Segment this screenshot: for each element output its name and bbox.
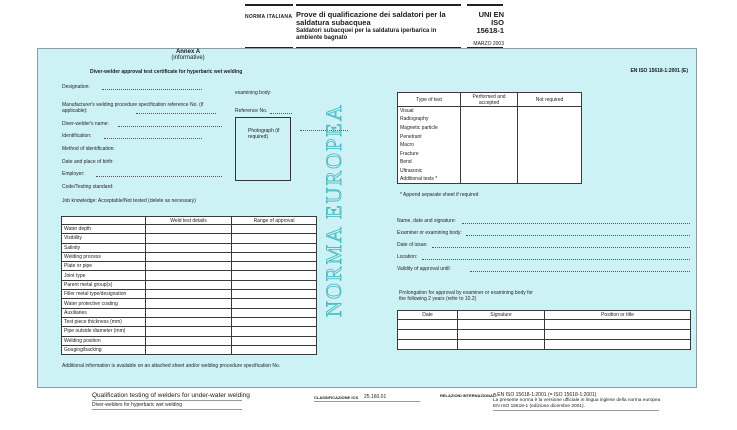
prolong-position-cell[interactable] <box>545 320 691 330</box>
test-row <box>398 107 582 116</box>
footer-title: Qualification testing of welders for under-water welding <box>92 392 250 399</box>
prolongation-row <box>398 320 691 330</box>
test-type-label: Penetrant <box>398 132 461 141</box>
weld-test-cell[interactable] <box>146 271 232 280</box>
field-method-identification: Method of identification: <box>62 146 115 152</box>
range-approval-cell[interactable] <box>232 336 317 345</box>
details-row-label: Parent metal group(s) <box>62 280 146 289</box>
weld-test-cell[interactable] <box>146 243 232 252</box>
details-row <box>62 308 317 317</box>
test-not-required-cell[interactable] <box>518 132 582 141</box>
details-header-test: Weld test details <box>146 217 232 225</box>
details-row <box>62 299 317 308</box>
test-not-required-cell[interactable] <box>518 107 582 116</box>
date-issue-input[interactable] <box>432 242 690 248</box>
wps-reference-input[interactable] <box>136 108 216 114</box>
test-performed-cell[interactable] <box>461 167 518 176</box>
test-type-label: Ultrasonic <box>398 167 461 176</box>
details-row <box>62 262 317 271</box>
details-row <box>62 290 317 299</box>
prolong-position-cell[interactable] <box>545 340 691 350</box>
prolong-date-cell[interactable] <box>398 340 458 350</box>
classification-value: 25.160.01 <box>364 394 387 400</box>
details-row-label: Joint type <box>62 271 146 280</box>
weld-test-cell[interactable] <box>146 327 232 336</box>
test-performed-cell[interactable] <box>461 124 518 133</box>
norma-europea-stamp: NORMA EUROPEA <box>321 103 346 317</box>
relations-line2: La presente norma è la versione ufficiale in lingua inglese della norma europea EN ISO 15618-1 (edizione dicembre 2001). <box>493 398 661 409</box>
prolong-date-cell[interactable] <box>398 330 458 340</box>
test-not-required-cell[interactable] <box>518 141 582 150</box>
field-name-date-signature: Name, date and signature: <box>397 218 456 224</box>
relations-rule <box>493 410 659 411</box>
footer-title-rule <box>92 400 242 401</box>
test-type-label: Macro <box>398 141 461 150</box>
field-date-place-birth: Date and place of birth: <box>62 159 114 165</box>
prolongation-note: Prolongation for approval by examiner or examining body for the following 2 years (refer to 10.2) <box>399 290 533 302</box>
test-type-table <box>397 92 582 184</box>
details-row <box>62 345 317 354</box>
relations-label: RELAZIONI INTERNAZIONALI <box>440 393 497 398</box>
field-date-issue: Date of issue: <box>397 242 428 248</box>
field-wps-reference: Manufacturer's welding procedure specification reference No. (if applicable): <box>62 102 204 114</box>
details-row <box>62 252 317 261</box>
details-row <box>62 336 317 345</box>
page-subtitle: Saldatori subacquei per la saldatura iperbarica in ambiente bagnato <box>296 28 437 41</box>
details-row <box>62 317 317 326</box>
details-row-label: Water protective coating <box>62 299 146 308</box>
identification-input[interactable] <box>104 133 202 139</box>
test-type-label: Radiography <box>398 115 461 124</box>
test-header-not-required: Not required <box>518 93 582 107</box>
details-row-label: Welding position <box>62 336 146 345</box>
test-header-type: Type of test <box>398 93 461 107</box>
header-top-rule <box>296 4 461 6</box>
range-approval-cell[interactable] <box>232 262 317 271</box>
footer-subtitle-rule <box>92 409 242 410</box>
welder-name-input[interactable] <box>118 121 222 127</box>
range-approval-cell[interactable] <box>232 317 317 326</box>
test-performed-cell[interactable] <box>461 107 518 116</box>
examiner-body-input[interactable] <box>466 230 690 236</box>
test-row <box>398 124 582 133</box>
annex-note: (informative) <box>171 55 205 61</box>
test-row <box>398 141 582 150</box>
test-not-required-cell[interactable] <box>518 167 582 176</box>
field-location: Location: <box>397 254 418 260</box>
weld-test-cell[interactable] <box>146 262 232 271</box>
classification-rule <box>314 401 420 402</box>
employer-input[interactable] <box>96 171 222 177</box>
relations-line1: = EN ISO 15618-1:2001 (= ISO 15618-1:2001) <box>493 392 597 398</box>
certificate-form <box>37 48 697 388</box>
test-performed-cell[interactable] <box>461 149 518 158</box>
range-approval-cell[interactable] <box>232 299 317 308</box>
details-row <box>62 234 317 243</box>
prolongation-row <box>398 340 691 350</box>
test-not-required-cell[interactable] <box>518 115 582 124</box>
details-header-range: Range of approval <box>232 217 317 225</box>
weld-test-cell[interactable] <box>146 336 232 345</box>
prolong-signature-cell[interactable] <box>458 330 545 340</box>
range-approval-cell[interactable] <box>232 308 317 317</box>
weld-details-table <box>61 216 317 355</box>
standard-code: UNI EN ISO 15618-1 <box>476 10 504 35</box>
test-row <box>398 115 582 124</box>
test-row <box>398 167 582 176</box>
weld-test-cell[interactable] <box>146 345 232 354</box>
validity-input[interactable] <box>470 266 690 272</box>
test-row <box>398 175 582 184</box>
prolong-header-date: Date <box>398 311 458 320</box>
range-approval-cell[interactable] <box>232 252 317 261</box>
designation-input[interactable] <box>102 84 202 90</box>
test-performed-cell[interactable] <box>461 141 518 150</box>
details-row-label: Plate or pipe <box>62 262 146 271</box>
prolong-date-cell[interactable] <box>398 320 458 330</box>
field-validity: Validity of approval until: <box>397 266 451 272</box>
field-identification: Identification: <box>62 133 92 139</box>
weld-test-cell[interactable] <box>146 280 232 289</box>
additional-info-note: Additional information is available on an attached sheet and/or welding procedure specification No. <box>62 363 281 369</box>
location-input[interactable] <box>422 254 690 260</box>
range-approval-cell[interactable] <box>232 345 317 354</box>
name-date-signature-input[interactable] <box>462 218 690 224</box>
test-header-performed: Performed and accepted <box>461 93 518 107</box>
details-row-label: Visibility <box>62 234 146 243</box>
footer-subtitle: Diver-welders for hyperbaric wet welding <box>92 402 183 408</box>
test-not-required-cell[interactable] <box>518 175 582 184</box>
form-standard: EN ISO 15618-1:2001 (E) <box>630 68 688 74</box>
prolongation-row <box>398 330 691 340</box>
weld-test-cell[interactable] <box>146 290 232 299</box>
field-welder-name: Diver-welder's name: <box>62 121 109 127</box>
test-type-label: Bend <box>398 158 461 167</box>
range-approval-cell[interactable] <box>232 327 317 336</box>
range-approval-cell[interactable] <box>232 290 317 299</box>
photograph-box[interactable] <box>235 117 291 181</box>
field-code-standard: Code/Testing standard: <box>62 184 114 190</box>
photograph-label: Photograph (if required) <box>248 128 280 140</box>
prolong-header-position: Position or title <box>545 311 691 320</box>
details-row-label: Water depth <box>62 225 146 234</box>
test-performed-cell[interactable] <box>461 175 518 184</box>
details-row-label: Test piece thickness (mm) <box>62 317 146 326</box>
prolongation-table <box>397 310 691 350</box>
reference-no-label: Reference No. <box>235 108 268 114</box>
details-row-label: Pipe outside diameter (mm) <box>62 327 146 336</box>
header-top-rule <box>245 4 293 6</box>
test-performed-cell[interactable] <box>461 158 518 167</box>
field-job-knowledge: Job knowledge: Acceptable/Not tested (delete as necessary) <box>62 198 196 204</box>
weld-test-cell[interactable] <box>146 234 232 243</box>
publication-date: MARZO 2003 <box>473 41 504 47</box>
test-not-required-cell[interactable] <box>518 149 582 158</box>
test-type-label: Magnetic particle <box>398 124 461 133</box>
details-row-label: Auxiliaries <box>62 308 146 317</box>
norm-label: NORMA ITALIANA <box>245 14 293 20</box>
range-approval-cell[interactable] <box>232 271 317 280</box>
test-performed-cell[interactable] <box>461 132 518 141</box>
field-designation: Designation: <box>62 84 90 90</box>
header-top-rule <box>467 4 503 6</box>
test-row <box>398 158 582 167</box>
reference-no-input[interactable] <box>270 108 292 114</box>
range-approval-cell[interactable] <box>232 234 317 243</box>
test-not-required-cell[interactable] <box>518 158 582 167</box>
test-type-label: Additional tests * <box>398 175 461 184</box>
range-approval-cell[interactable] <box>232 243 317 252</box>
weld-test-cell[interactable] <box>146 252 232 261</box>
details-row <box>62 327 317 336</box>
classification-label: CLASSIFICAZIONE ICS <box>314 395 359 400</box>
range-approval-cell[interactable] <box>232 280 317 289</box>
weld-test-cell[interactable] <box>146 308 232 317</box>
test-row <box>398 149 582 158</box>
details-row <box>62 225 317 234</box>
details-header-blank <box>62 217 146 225</box>
details-row <box>62 243 317 252</box>
prolong-header-signature: Signature <box>458 311 545 320</box>
examining-body-label: examining body: <box>235 90 272 96</box>
test-performed-cell[interactable] <box>461 115 518 124</box>
form-heading: Diver-welder approval test certificate for hyperbaric wet welding <box>90 69 243 75</box>
details-row-label: Salinity <box>62 243 146 252</box>
details-row-label: Gouging/backing <box>62 345 146 354</box>
test-row <box>398 132 582 141</box>
prolong-signature-cell[interactable] <box>458 320 545 330</box>
details-row-label: Filler metal type/designation <box>62 290 146 299</box>
range-approval-cell[interactable] <box>232 225 317 234</box>
field-employer: Employer: <box>62 171 85 177</box>
weld-test-cell[interactable] <box>146 299 232 308</box>
weld-test-cell[interactable] <box>146 225 232 234</box>
test-not-required-cell[interactable] <box>518 124 582 133</box>
page-title: Prove di qualificazione dei saldatori per la saldatura subacquea <box>296 10 446 27</box>
details-row <box>62 280 317 289</box>
append-sheet-note: * Append separate sheet if required <box>400 192 479 198</box>
annex-title: Annex A <box>175 49 201 55</box>
field-examiner-body: Examiner or examining body: <box>397 230 462 236</box>
test-type-label: Fracture <box>398 149 461 158</box>
prolong-signature-cell[interactable] <box>458 340 545 350</box>
details-row-label: Welding process <box>62 252 146 261</box>
prolong-position-cell[interactable] <box>545 330 691 340</box>
weld-test-cell[interactable] <box>146 317 232 326</box>
test-type-label: Visual <box>398 107 461 116</box>
details-row <box>62 271 317 280</box>
